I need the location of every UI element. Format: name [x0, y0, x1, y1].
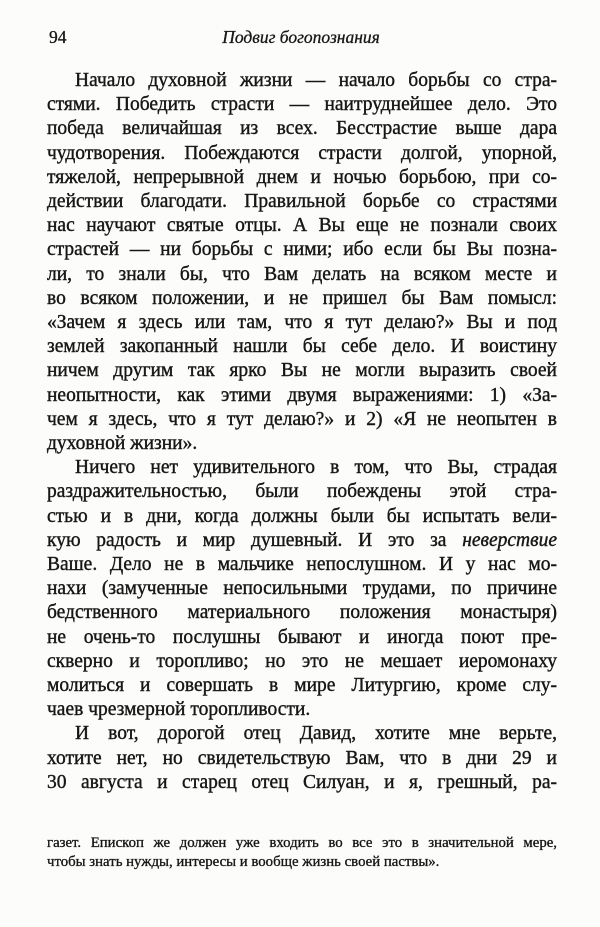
main-text [47, 69, 557, 795]
text-line: стью и в дни, когда должны были бы испытать вели- [47, 505, 557, 527]
text-line: молиться и совершать в мире Литургию, кроме слу- [47, 675, 557, 697]
text-line: Начало духовной жизни — начало борьбы со стра- [75, 70, 557, 91]
text-line: ли, то знали бы, что Вам делать на всяком месте и [47, 263, 557, 285]
text-line: Ничего нет удивительного в том, что Вы, страдая [75, 457, 557, 479]
text-line: во всяком положении, и не пришел бы Вам помысл: [47, 287, 557, 309]
text-line: Ваше. Дело не в мальчике непослушном. И у нас мо- [47, 554, 557, 576]
italic-word: неверствие [462, 529, 557, 551]
text-line: действии благодати. Правильной борьбе со страстями [47, 191, 557, 213]
text-line: стями. Победить страсти — наитруднейшее дело. Это [47, 94, 557, 116]
text-line: 30 августа и старец отец Силуан, и я, грешный, ра- [47, 771, 557, 793]
text-line: неопытности, как этими двумя выражениями: 1) «За- [47, 384, 557, 406]
text-line: чудотворения. Побеждаются страсти долгой, упорной, [47, 142, 557, 164]
footnote [47, 834, 557, 873]
text-line: скверно и торопливо; но это не мешает иеромонаху [47, 650, 557, 672]
footnote-line: газет. Епископ же должен уже входить во все это в значительной мере, [47, 835, 557, 851]
text-line: «Зачем я здесь или там, что я тут делаю?» Вы и под [47, 312, 557, 334]
text-line: нас научают святые отцы. А Вы еще не познали своих [47, 215, 557, 237]
text-line: бедственного материального положения монастыря) [47, 602, 557, 624]
text-line: не очень-то послушны бывают и иногда поют пре- [47, 626, 557, 648]
text-line: духовной жизни». [47, 433, 198, 455]
text-line: нахи (замученные непосильными трудами, по причине [47, 578, 557, 600]
text-segment: кую радость и мир душевный. И это за [47, 529, 463, 551]
footnote-line: чтобы знать нужды, интересы и вообще жизнь своей паствы». [47, 854, 440, 871]
text-line: хотите нет, но свидетельствую Вам, что в дни 29 и [47, 747, 557, 769]
text-line: раздражительностью, были побеждены этой стра- [47, 481, 557, 503]
text-line: тяжелой, непрерывной днем и ночью борьбою, при со- [47, 166, 557, 188]
page-header [47, 27, 555, 49]
text-line: победа величайшая из всех. Бесстрастие выше дара [47, 118, 557, 140]
running-head: Подвиг богопознания [222, 27, 380, 47]
text-line [47, 529, 557, 553]
text-line: чаев чрезмерной торопливости. [47, 699, 311, 721]
text-line: землей закопанный нашли бы себе дело. И воистину [47, 336, 557, 358]
text-line: ничем другим так ярко Вы не могли выразить своей [47, 360, 557, 382]
page-number: 94 [49, 27, 67, 47]
text-line: страстей — ни борьбы с ними; ибо если бы Вы позна- [47, 239, 557, 261]
text-line: И вот, дорогой отец Давид, хотите мне верьте, [75, 723, 557, 745]
text-line: чем я здесь, что я тут делаю?» и 2) «Я не неопытен в [47, 408, 557, 430]
